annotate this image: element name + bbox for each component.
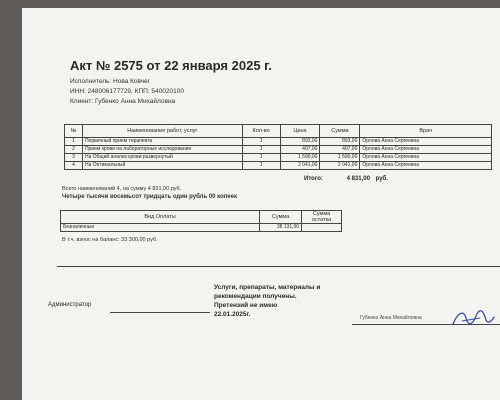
services-header-row — [65, 125, 492, 138]
confirmation-line: Услуги, препараты, материалы и — [214, 284, 321, 291]
row-number: 1 — [65, 138, 83, 146]
row-doctor: Орлова Анна Сергеевна — [360, 138, 492, 146]
row-doctor: Орлова Анна Сергеевна — [360, 154, 492, 162]
row-service: На Общий анализ крови развернутый — [82, 154, 242, 162]
row-service: На Оптимальный — [82, 162, 242, 170]
row-doctor: Орлова Анна Сергеевна — [360, 162, 492, 170]
header-payment-sum: Сумма — [260, 211, 302, 224]
header-doctor: Врач — [360, 125, 492, 138]
row-number: 2 — [65, 146, 83, 154]
row-service: Прием крови на лабораторные исследования — [82, 146, 242, 154]
row-price: 893,00 — [280, 138, 320, 146]
divider — [57, 266, 500, 267]
row-service: Первичный прием терапевта — [82, 138, 242, 146]
totals-value: 4 831,00 — [346, 176, 370, 182]
row-doctor: Орлова Анна Сергеевна — [360, 146, 492, 154]
header-price: Цена — [280, 125, 320, 138]
row-sum: 893,00 — [320, 138, 360, 146]
row-price: 2 041,00 — [280, 162, 320, 170]
amount-in-words: Четыре тысячи восемьсот тридцать один рубль 00 копеек — [62, 194, 238, 200]
client-signature-name: Губенко Анна Михайловна — [360, 315, 422, 321]
confirmation-date: 22.01.2025г. — [214, 311, 251, 318]
payment-header-row — [61, 211, 342, 224]
act-title: Акт № 2575 от 22 января 2025 г. — [70, 58, 272, 73]
totals — [304, 176, 388, 182]
balance-note: В т.ч. взнос на баланс: 33 300,00 руб. — [62, 237, 158, 243]
admin-signature-line — [110, 312, 210, 313]
header-service: Наименование работ, услуг — [82, 125, 242, 138]
row-quantity: 1 — [242, 146, 280, 154]
totals-currency: руб. — [375, 176, 388, 182]
items-count-line: Всего наименований 4, на сумму 4 831,00 руб. — [62, 186, 182, 192]
header-quantity: Кол-во — [242, 125, 280, 138]
row-price: 1 590,00 — [280, 154, 320, 162]
row-sum: 2 041,00 — [320, 162, 360, 170]
row-number: 4 — [65, 162, 83, 170]
handwritten-signature — [450, 308, 496, 330]
client-line: Клиент: Губенко Анна Михайловна — [70, 98, 176, 105]
totals-label: Итого: — [304, 176, 323, 182]
header-balance: Сумма остатка — [302, 211, 342, 224]
document-sheet — [22, 8, 500, 400]
table-row — [65, 162, 492, 170]
row-quantity: 1 — [242, 154, 280, 162]
admin-label: Администратор — [48, 302, 92, 308]
header-payment-type: Вид Оплаты — [61, 211, 260, 224]
table-row — [61, 224, 342, 232]
payment-type: Безналичные — [61, 224, 260, 232]
services-table — [64, 124, 492, 170]
confirmation-line: рекомендации получены. — [214, 293, 297, 300]
inn-kpp-line: ИНН: 248006177729, КПП: 540020100 — [70, 88, 184, 95]
executor-line: Исполнитель: Нова Ковчег — [70, 78, 151, 85]
row-sum: 407,00 — [320, 146, 360, 154]
header-number: № — [65, 125, 83, 138]
payment-table — [60, 210, 342, 232]
row-quantity: 1 — [242, 162, 280, 170]
payment-sum: 38 131,00 — [260, 224, 302, 232]
row-number: 3 — [65, 154, 83, 162]
payment-balance — [302, 224, 342, 232]
header-sum: Сумма — [320, 125, 360, 138]
confirmation-block — [214, 283, 364, 319]
table-row — [65, 146, 492, 154]
table-row — [65, 138, 492, 146]
confirmation-line: Претензий не имею — [214, 302, 278, 309]
row-sum: 1 590,00 — [320, 154, 360, 162]
table-row — [65, 154, 492, 162]
row-price: 407,00 — [280, 146, 320, 154]
row-quantity: 1 — [242, 138, 280, 146]
